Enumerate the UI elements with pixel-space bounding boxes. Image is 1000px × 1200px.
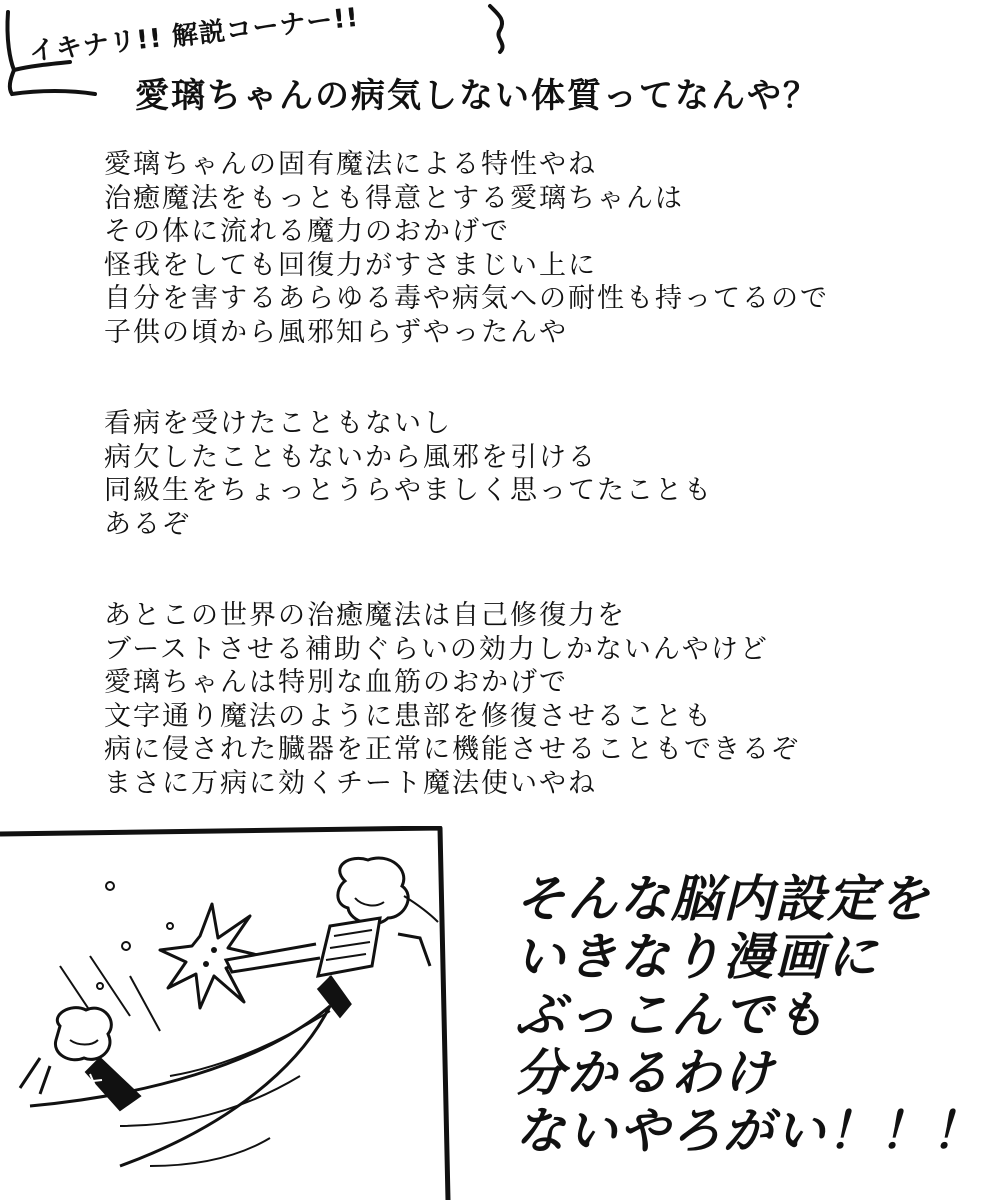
text-line: その体に流れる魔力のおかげで (104, 216, 510, 247)
paragraph (104, 599, 984, 800)
text-line: 文字通り魔法のように患部を修復させることも (104, 700, 713, 732)
punchline-line: いきなり漫画に (515, 928, 879, 986)
paragraph (104, 407, 984, 541)
text-line: 子供の頃から風邪知らずやったんや (104, 316, 568, 348)
page-title: 愛璃ちゃんの病気しない体質ってなんや？ (135, 76, 819, 116)
punchline-text (515, 870, 983, 1160)
text-line: 病に侵された臓器を正常に機能させることもできるぞ (104, 734, 800, 765)
corner-label: イキナリ!! 解説コーナー!! (27, 2, 361, 68)
punchline-line: 分かるわけ (515, 1044, 775, 1102)
punchline-line: ないやろがい！！！ (515, 1102, 983, 1160)
explanation-text (104, 148, 984, 858)
paragraph (104, 148, 984, 349)
text-line: 同級生をちょっとうらやましく思ってたことも (104, 475, 713, 506)
text-line: 自分を害するあらゆる毒や病気への耐性も持ってるので (104, 283, 829, 314)
text-line: 愛璃ちゃんの固有魔法による特性やね (104, 149, 597, 180)
text-line: あとこの世界の治癒魔法は自己修復力を (104, 600, 626, 631)
text-line: 治癒魔法をもっとも得意とする愛璃ちゃんは (104, 182, 684, 214)
text-line: 看病を受けたこともないし (104, 408, 452, 439)
text-line: あるぞ (104, 508, 191, 540)
punchline-line: ぶっこんでも (515, 986, 827, 1044)
text-line: まさに万病に効くチート魔法使いやね (104, 767, 597, 799)
text-line: 怪我をしても回復力がすさまじい上に (104, 249, 597, 281)
text-line: 病欠したこともないから風邪を引ける (104, 441, 597, 473)
text-line: ブーストさせる補助ぐらいの効力しかないんやけど (104, 633, 769, 665)
punchline-line: そんな脳内設定を (515, 870, 931, 928)
manga-panel-illustration (0, 826, 460, 1200)
text-line: 愛璃ちゃんは特別な血筋のおかげで (104, 667, 568, 698)
manga-panel (0, 826, 460, 1200)
